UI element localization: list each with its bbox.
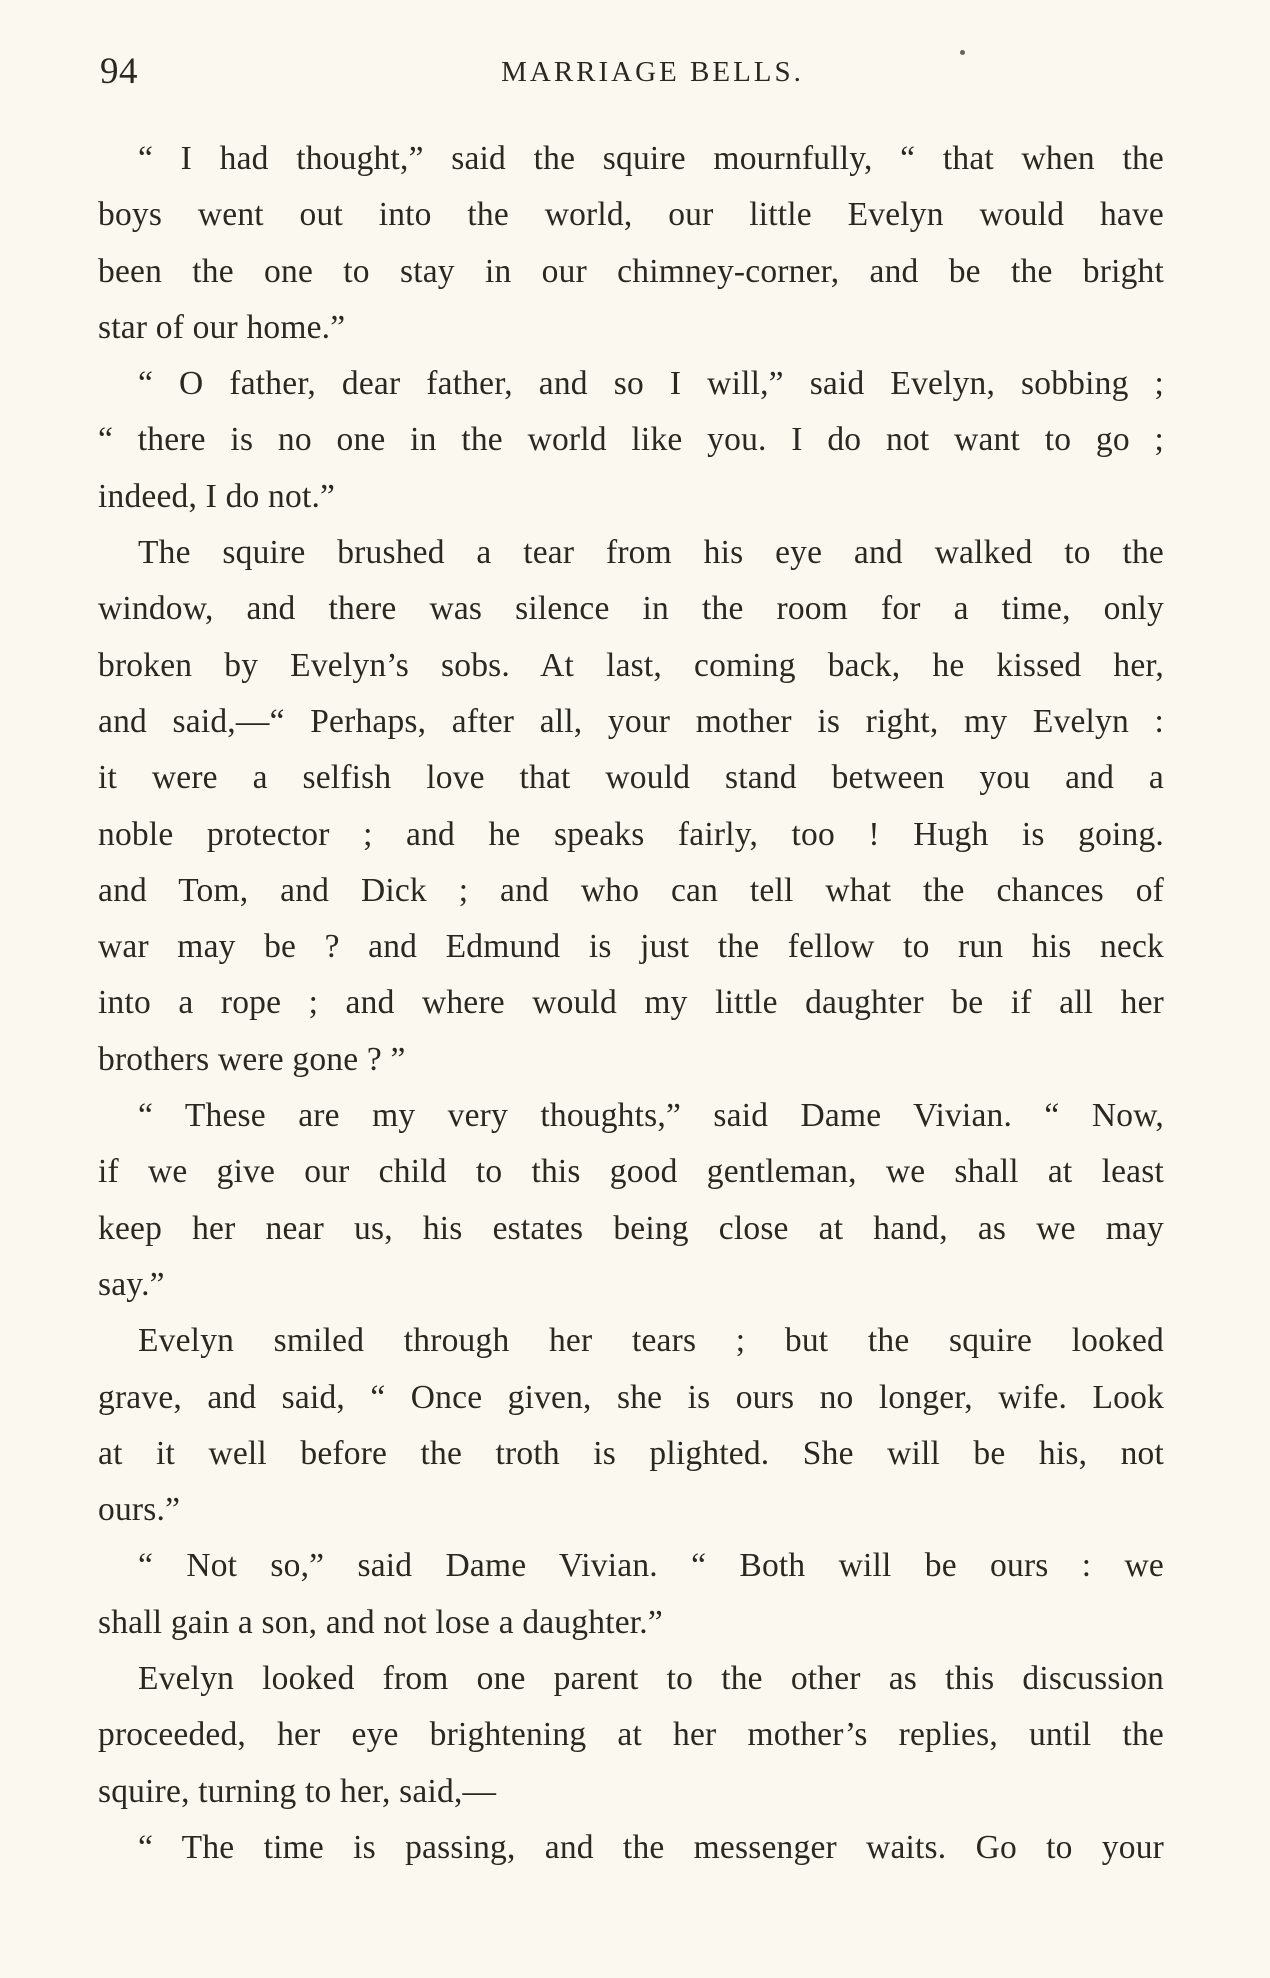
text-line: noble protector ; and he speaks fairly, too ! Hugh is going. [98, 815, 1164, 853]
text-line: indeed, I do not.” [98, 477, 336, 515]
running-title: MARRIAGE BELLS. [501, 56, 804, 88]
text-line: brothers were gone ? ” [98, 1040, 406, 1078]
text-line: if we give our child to this good gentleman, we shall at least [98, 1153, 1164, 1191]
text-line: broken by Evelyn’s sobs. At last, coming back, he kissed her, [98, 646, 1164, 684]
text-line: at it well before the troth is plighted. She will be his, not [98, 1434, 1164, 1472]
text-line: window, and there was silence in the room for a time, only [98, 590, 1164, 628]
text-line: shall gain a son, and not lose a daughter.” [98, 1603, 663, 1641]
page-number: 94 [100, 51, 138, 92]
text-line: been the one to stay in our chimney-corner, and be the bright [98, 252, 1164, 290]
text-line: The squire brushed a tear from his eye and walked to the [138, 534, 1164, 572]
text-line: proceeded, her eye brightening at her mother’s replies, until the [98, 1716, 1164, 1754]
text-line: “ O father, dear father, and so I will,” said Evelyn, sobbing ; [138, 365, 1164, 403]
text-line: it were a selfish love that would stand between you and a [98, 759, 1164, 797]
text-line: keep her near us, his estates being close at hand, as we may [98, 1209, 1164, 1247]
text-line: and Tom, and Dick ; and who can tell what the chances of [98, 871, 1164, 909]
text-line: “ Not so,” said Dame Vivian. “ Both will be ours : we [138, 1547, 1164, 1585]
text-line: and said,—“ Perhaps, after all, your mother is right, my Evelyn : [98, 702, 1164, 740]
text-line: star of our home.” [98, 308, 346, 346]
page-header [100, 50, 1165, 100]
text-line: “ I had thought,” said the squire mournfully, “ that when the [138, 140, 1164, 177]
text-line: say.” [98, 1265, 165, 1303]
text-line: squire, turning to her, said,— [98, 1772, 497, 1810]
text-line: war may be ? and Edmund is just the fellow to run his neck [98, 928, 1164, 966]
text-line: into a rope ; and where would my little daughter be if all her [98, 984, 1164, 1022]
text-line: Evelyn looked from one parent to the other as this discussion [138, 1660, 1164, 1698]
text-line: “ The time is passing, and the messenger waits. Go to your [138, 1828, 1164, 1866]
text-line: “ there is no one in the world like you. I do not want to go ; [98, 421, 1164, 459]
text-line: ours.” [98, 1491, 181, 1529]
text-line: Evelyn smiled through her tears ; but the squire looked [138, 1322, 1164, 1360]
text-line: “ These are my very thoughts,” said Dame Vivian. “ Now, [138, 1097, 1164, 1135]
body-text [98, 131, 1164, 1876]
text-line: grave, and said, “ Once given, she is ours no longer, wife. Look [98, 1378, 1164, 1416]
text-line: boys went out into the world, our little Evelyn would have [98, 196, 1164, 234]
